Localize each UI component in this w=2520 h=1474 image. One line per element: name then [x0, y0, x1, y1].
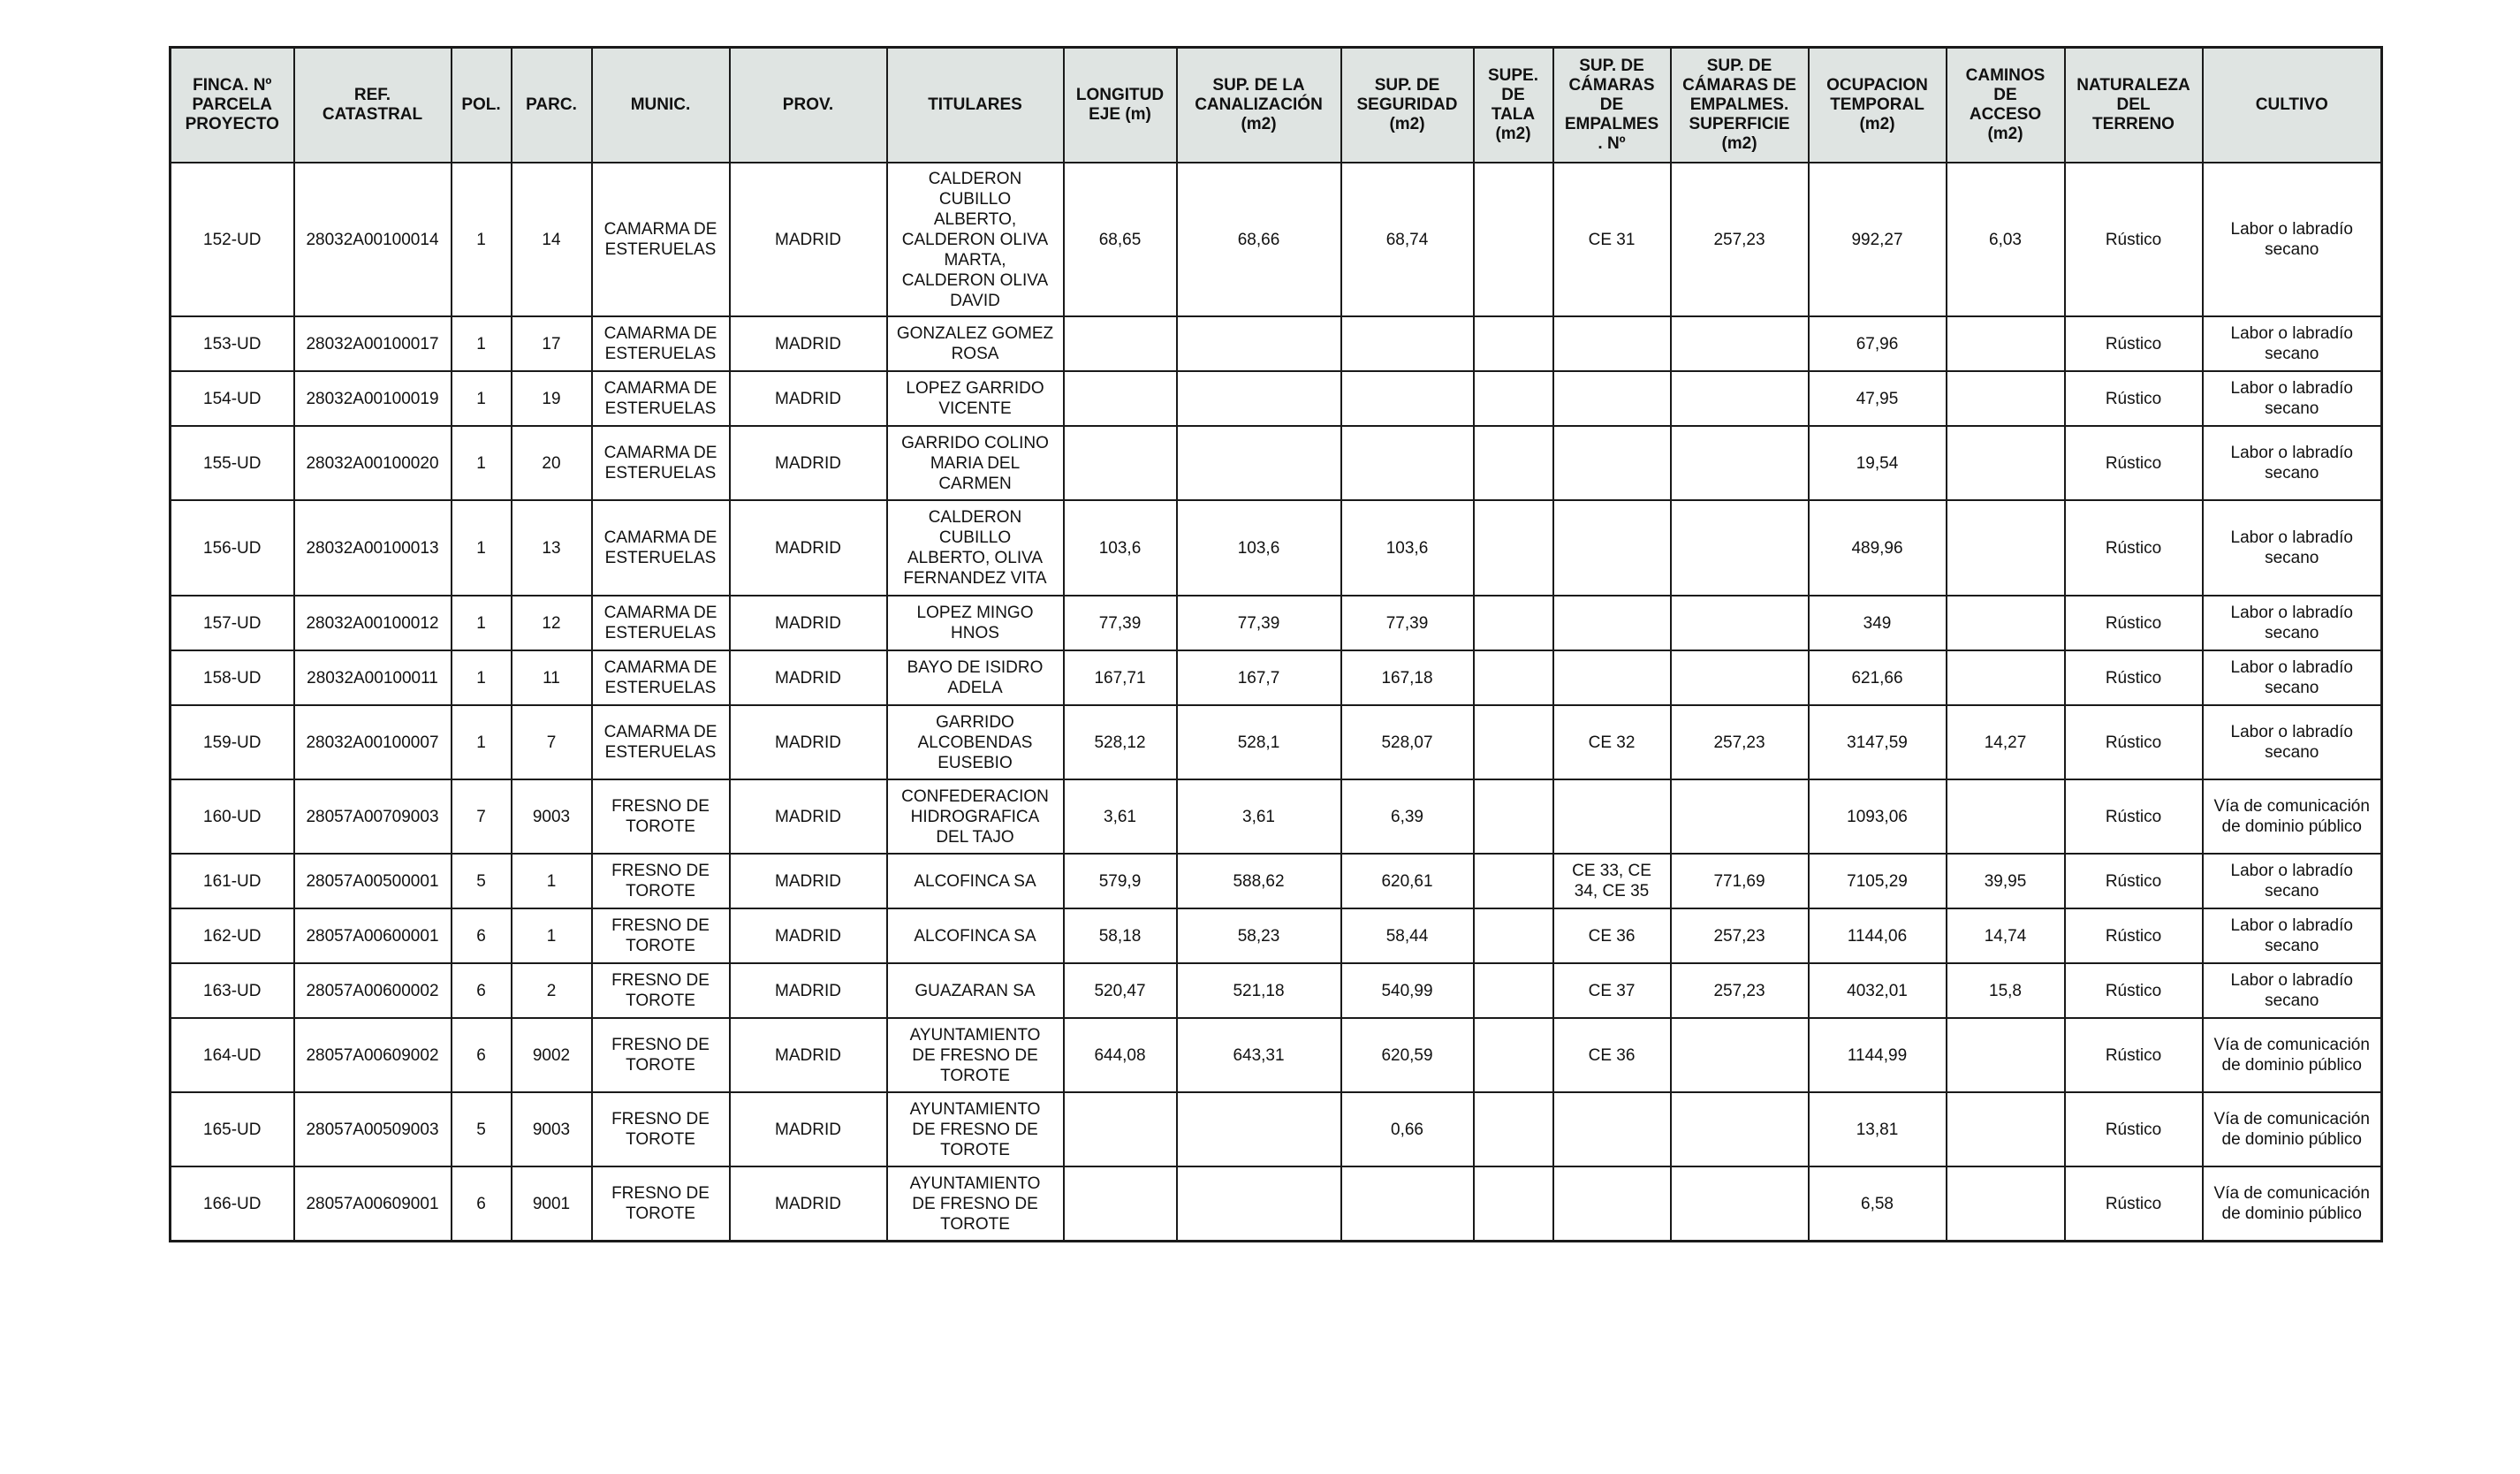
- cell-prov: MADRID: [730, 650, 887, 705]
- cell-camaras-superficie: 257,23: [1671, 705, 1809, 779]
- cell-camaras-numero: CE 36: [1553, 908, 1671, 963]
- cell-camaras-superficie: 257,23: [1671, 963, 1809, 1018]
- cell-parc: 9003: [512, 1092, 592, 1166]
- cell-pol: 1: [452, 316, 512, 371]
- cell-pol: 1: [452, 596, 512, 650]
- cell-camaras-superficie: [1671, 596, 1809, 650]
- cell-camaras-numero: [1553, 596, 1671, 650]
- cell-prov: MADRID: [730, 163, 887, 316]
- cell-ocupacion-temporal: 7105,29: [1809, 854, 1947, 908]
- cell-sup-seguridad: [1341, 426, 1474, 500]
- cell-pol: 5: [452, 1092, 512, 1166]
- cell-munic: CAMARMA DE ESTERUELAS: [592, 596, 730, 650]
- cell-sup-canalizacion: [1177, 371, 1341, 426]
- cell-ocupacion-temporal: 992,27: [1809, 163, 1947, 316]
- cell-sup-tala: [1474, 705, 1553, 779]
- cell-ref-catastral: 28057A00500001: [294, 854, 452, 908]
- table-row: [171, 500, 2382, 596]
- header-caminos-acceso: CAMINOS DE ACCESO (m2): [1947, 48, 2065, 163]
- cell-finca: 162-UD: [171, 908, 294, 963]
- cell-sup-seguridad: [1341, 1166, 1474, 1242]
- cell-cultivo: Labor o labradío secano: [2203, 371, 2382, 426]
- cell-cultivo: Labor o labradío secano: [2203, 854, 2382, 908]
- cell-titulares: LOPEZ MINGO HNOS: [887, 596, 1064, 650]
- cell-pol: 7: [452, 779, 512, 854]
- cell-pol: 1: [452, 371, 512, 426]
- cell-sup-canalizacion: 643,31: [1177, 1018, 1341, 1092]
- cell-prov: MADRID: [730, 854, 887, 908]
- cell-titulares: GUAZARAN SA: [887, 963, 1064, 1018]
- cell-cultivo: Vía de comunicación de dominio público: [2203, 779, 2382, 854]
- cell-ref-catastral: 28032A00100014: [294, 163, 452, 316]
- cell-naturaleza: Rústico: [2065, 163, 2203, 316]
- cell-ocupacion-temporal: 47,95: [1809, 371, 1947, 426]
- cell-ref-catastral: 28032A00100011: [294, 650, 452, 705]
- cell-sup-tala: [1474, 596, 1553, 650]
- cell-munic: FRESNO DE TOROTE: [592, 963, 730, 1018]
- header-sup-tala: SUPE. DE TALA (m2): [1474, 48, 1553, 163]
- cell-caminos-acceso: [1947, 596, 2065, 650]
- cell-sup-tala: [1474, 163, 1553, 316]
- cell-parc: 1: [512, 908, 592, 963]
- cell-naturaleza: Rústico: [2065, 426, 2203, 500]
- cell-sup-seguridad: [1341, 371, 1474, 426]
- cell-sup-tala: [1474, 316, 1553, 371]
- cell-sup-canalizacion: 521,18: [1177, 963, 1341, 1018]
- cell-cultivo: Vía de comunicación de dominio público: [2203, 1092, 2382, 1166]
- cell-sup-seguridad: 77,39: [1341, 596, 1474, 650]
- header-munic: MUNIC.: [592, 48, 730, 163]
- cell-longitud-eje: [1064, 1092, 1177, 1166]
- cell-parc: 2: [512, 963, 592, 1018]
- header-camaras-numero: SUP. DE CÁMARAS DE EMPALMES . Nº: [1553, 48, 1671, 163]
- cell-camaras-numero: [1553, 426, 1671, 500]
- cell-munic: CAMARMA DE ESTERUELAS: [592, 650, 730, 705]
- cell-sup-canalizacion: 77,39: [1177, 596, 1341, 650]
- cell-longitud-eje: [1064, 1166, 1177, 1242]
- cell-caminos-acceso: [1947, 779, 2065, 854]
- cell-camaras-superficie: [1671, 426, 1809, 500]
- cell-parc: 9001: [512, 1166, 592, 1242]
- cell-naturaleza: Rústico: [2065, 500, 2203, 596]
- cell-longitud-eje: 103,6: [1064, 500, 1177, 596]
- table-row: [171, 316, 2382, 371]
- cell-titulares: GARRIDO ALCOBENDAS EUSEBIO: [887, 705, 1064, 779]
- cell-ref-catastral: 28057A00600001: [294, 908, 452, 963]
- table-header: [171, 48, 2382, 163]
- cell-munic: FRESNO DE TOROTE: [592, 908, 730, 963]
- cell-pol: 6: [452, 963, 512, 1018]
- cell-caminos-acceso: 39,95: [1947, 854, 2065, 908]
- cell-sup-tala: [1474, 779, 1553, 854]
- cell-finca: 165-UD: [171, 1092, 294, 1166]
- cell-prov: MADRID: [730, 1092, 887, 1166]
- cell-longitud-eje: 3,61: [1064, 779, 1177, 854]
- cell-longitud-eje: 58,18: [1064, 908, 1177, 963]
- cell-camaras-superficie: [1671, 316, 1809, 371]
- cell-sup-canalizacion: [1177, 1092, 1341, 1166]
- cell-parc: 1: [512, 854, 592, 908]
- cell-sup-canalizacion: [1177, 316, 1341, 371]
- cell-finca: 161-UD: [171, 854, 294, 908]
- cell-pol: 5: [452, 854, 512, 908]
- cell-sup-seguridad: 167,18: [1341, 650, 1474, 705]
- cell-finca: 156-UD: [171, 500, 294, 596]
- cell-titulares: ALCOFINCA SA: [887, 854, 1064, 908]
- cell-camaras-superficie: 257,23: [1671, 908, 1809, 963]
- table-row: [171, 705, 2382, 779]
- cell-parc: 7: [512, 705, 592, 779]
- cell-ocupacion-temporal: 19,54: [1809, 426, 1947, 500]
- cell-pol: 1: [452, 705, 512, 779]
- cell-ref-catastral: 28057A00600002: [294, 963, 452, 1018]
- cell-sup-seguridad: 6,39: [1341, 779, 1474, 854]
- cell-camaras-numero: [1553, 371, 1671, 426]
- cell-titulares: ALCOFINCA SA: [887, 908, 1064, 963]
- header-finca: FINCA. Nº PARCELA PROYECTO: [171, 48, 294, 163]
- cell-longitud-eje: [1064, 316, 1177, 371]
- cell-sup-tala: [1474, 1092, 1553, 1166]
- cell-ref-catastral: 28032A00100017: [294, 316, 452, 371]
- cell-munic: FRESNO DE TOROTE: [592, 1166, 730, 1242]
- cell-cultivo: Labor o labradío secano: [2203, 908, 2382, 963]
- cell-sup-canalizacion: 528,1: [1177, 705, 1341, 779]
- header-row: [171, 48, 2382, 163]
- cell-titulares: GARRIDO COLINO MARIA DEL CARMEN: [887, 426, 1064, 500]
- cell-sup-canalizacion: 68,66: [1177, 163, 1341, 316]
- cell-caminos-acceso: [1947, 650, 2065, 705]
- cell-camaras-numero: [1553, 1092, 1671, 1166]
- cell-ref-catastral: 28032A00100012: [294, 596, 452, 650]
- cell-camaras-superficie: [1671, 1018, 1809, 1092]
- cell-longitud-eje: [1064, 426, 1177, 500]
- cell-caminos-acceso: 6,03: [1947, 163, 2065, 316]
- cell-finca: 159-UD: [171, 705, 294, 779]
- header-ocupacion-temporal: OCUPACION TEMPORAL (m2): [1809, 48, 1947, 163]
- cell-ocupacion-temporal: 489,96: [1809, 500, 1947, 596]
- header-sup-seguridad: SUP. DE SEGURIDAD (m2): [1341, 48, 1474, 163]
- cell-finca: 157-UD: [171, 596, 294, 650]
- cell-sup-seguridad: [1341, 316, 1474, 371]
- cell-titulares: GONZALEZ GOMEZ ROSA: [887, 316, 1064, 371]
- cell-camaras-numero: [1553, 1166, 1671, 1242]
- cell-munic: CAMARMA DE ESTERUELAS: [592, 426, 730, 500]
- cell-parc: 11: [512, 650, 592, 705]
- cell-camaras-superficie: [1671, 1092, 1809, 1166]
- cell-sup-seguridad: 103,6: [1341, 500, 1474, 596]
- cell-prov: MADRID: [730, 371, 887, 426]
- cell-finca: 160-UD: [171, 779, 294, 854]
- cell-sup-seguridad: 0,66: [1341, 1092, 1474, 1166]
- cell-prov: MADRID: [730, 705, 887, 779]
- cell-ocupacion-temporal: 349: [1809, 596, 1947, 650]
- table-row: [171, 963, 2382, 1018]
- cell-prov: MADRID: [730, 908, 887, 963]
- cell-longitud-eje: 520,47: [1064, 963, 1177, 1018]
- cell-camaras-numero: CE 37: [1553, 963, 1671, 1018]
- cell-pol: 1: [452, 163, 512, 316]
- cell-prov: MADRID: [730, 963, 887, 1018]
- cell-ocupacion-temporal: 1144,99: [1809, 1018, 1947, 1092]
- cell-ocupacion-temporal: 67,96: [1809, 316, 1947, 371]
- cell-finca: 153-UD: [171, 316, 294, 371]
- cell-camaras-superficie: 257,23: [1671, 163, 1809, 316]
- cell-pol: 6: [452, 1018, 512, 1092]
- cell-sup-tala: [1474, 1018, 1553, 1092]
- header-parc: PARC.: [512, 48, 592, 163]
- cell-prov: MADRID: [730, 1166, 887, 1242]
- cell-naturaleza: Rústico: [2065, 316, 2203, 371]
- cell-titulares: CALDERON CUBILLO ALBERTO, CALDERON OLIVA MARTA, CALDERON OLIVA DAVID: [887, 163, 1064, 316]
- cell-sup-canalizacion: 103,6: [1177, 500, 1341, 596]
- cell-sup-canalizacion: [1177, 426, 1341, 500]
- cell-sup-canalizacion: 588,62: [1177, 854, 1341, 908]
- cell-ref-catastral: 28032A00100013: [294, 500, 452, 596]
- cell-parc: 13: [512, 500, 592, 596]
- cell-camaras-numero: [1553, 316, 1671, 371]
- header-ref-catastral: REF. CATASTRAL: [294, 48, 452, 163]
- cell-naturaleza: Rústico: [2065, 596, 2203, 650]
- cell-ocupacion-temporal: 1093,06: [1809, 779, 1947, 854]
- cell-cultivo: Labor o labradío secano: [2203, 596, 2382, 650]
- header-titulares: TITULARES: [887, 48, 1064, 163]
- table-row: [171, 908, 2382, 963]
- cell-camaras-superficie: [1671, 650, 1809, 705]
- table-row: [171, 854, 2382, 908]
- cell-longitud-eje: 528,12: [1064, 705, 1177, 779]
- cell-sup-canalizacion: 167,7: [1177, 650, 1341, 705]
- cell-pol: 6: [452, 1166, 512, 1242]
- cell-caminos-acceso: [1947, 371, 2065, 426]
- cell-munic: CAMARMA DE ESTERUELAS: [592, 500, 730, 596]
- cell-longitud-eje: 68,65: [1064, 163, 1177, 316]
- cell-titulares: AYUNTAMIENTO DE FRESNO DE TOROTE: [887, 1166, 1064, 1242]
- table-row: [171, 371, 2382, 426]
- cell-munic: FRESNO DE TOROTE: [592, 854, 730, 908]
- cell-sup-tala: [1474, 1166, 1553, 1242]
- cell-cultivo: Labor o labradío secano: [2203, 163, 2382, 316]
- cell-naturaleza: Rústico: [2065, 1166, 2203, 1242]
- cell-cultivo: Vía de comunicación de dominio público: [2203, 1166, 2382, 1242]
- cell-finca: 163-UD: [171, 963, 294, 1018]
- cell-titulares: AYUNTAMIENTO DE FRESNO DE TOROTE: [887, 1018, 1064, 1092]
- table-row: [171, 650, 2382, 705]
- cell-ref-catastral: 28057A00609001: [294, 1166, 452, 1242]
- cell-naturaleza: Rústico: [2065, 1092, 2203, 1166]
- cell-longitud-eje: [1064, 371, 1177, 426]
- cell-parc: 9003: [512, 779, 592, 854]
- header-naturaleza: NATURALEZA DEL TERRENO: [2065, 48, 2203, 163]
- cell-sup-tala: [1474, 500, 1553, 596]
- cell-camaras-numero: [1553, 500, 1671, 596]
- cell-ocupacion-temporal: 13,81: [1809, 1092, 1947, 1166]
- cell-parc: 17: [512, 316, 592, 371]
- cell-caminos-acceso: 14,74: [1947, 908, 2065, 963]
- cell-titulares: CALDERON CUBILLO ALBERTO, OLIVA FERNANDEZ VITA: [887, 500, 1064, 596]
- cell-prov: MADRID: [730, 779, 887, 854]
- cell-cultivo: Labor o labradío secano: [2203, 500, 2382, 596]
- cell-parc: 14: [512, 163, 592, 316]
- cell-sup-seguridad: 528,07: [1341, 705, 1474, 779]
- cell-camaras-superficie: 771,69: [1671, 854, 1809, 908]
- cell-naturaleza: Rústico: [2065, 963, 2203, 1018]
- cell-ref-catastral: 28032A00100020: [294, 426, 452, 500]
- cell-camaras-superficie: [1671, 500, 1809, 596]
- cell-caminos-acceso: 14,27: [1947, 705, 2065, 779]
- cell-finca: 166-UD: [171, 1166, 294, 1242]
- cell-longitud-eje: 644,08: [1064, 1018, 1177, 1092]
- cell-naturaleza: Rústico: [2065, 371, 2203, 426]
- cell-naturaleza: Rústico: [2065, 705, 2203, 779]
- cell-pol: 1: [452, 500, 512, 596]
- cell-caminos-acceso: [1947, 1166, 2065, 1242]
- table-row: [171, 1018, 2382, 1092]
- cell-parc: 19: [512, 371, 592, 426]
- table-row: [171, 1092, 2382, 1166]
- cell-caminos-acceso: 15,8: [1947, 963, 2065, 1018]
- cell-ocupacion-temporal: 621,66: [1809, 650, 1947, 705]
- table-row: [171, 1166, 2382, 1242]
- cell-ocupacion-temporal: 4032,01: [1809, 963, 1947, 1018]
- cell-caminos-acceso: [1947, 1018, 2065, 1092]
- cell-caminos-acceso: [1947, 316, 2065, 371]
- cell-ref-catastral: 28032A00100019: [294, 371, 452, 426]
- cell-ref-catastral: 28032A00100007: [294, 705, 452, 779]
- cell-munic: FRESNO DE TOROTE: [592, 1092, 730, 1166]
- cell-sup-canalizacion: 3,61: [1177, 779, 1341, 854]
- cell-sup-seguridad: 58,44: [1341, 908, 1474, 963]
- cell-munic: CAMARMA DE ESTERUELAS: [592, 705, 730, 779]
- cell-munic: CAMARMA DE ESTERUELAS: [592, 316, 730, 371]
- cell-longitud-eje: 167,71: [1064, 650, 1177, 705]
- header-sup-canalizacion: SUP. DE LA CANALIZACIÓN (m2): [1177, 48, 1341, 163]
- cell-sup-tala: [1474, 371, 1553, 426]
- cell-cultivo: Labor o labradío secano: [2203, 650, 2382, 705]
- cell-finca: 155-UD: [171, 426, 294, 500]
- cell-pol: 1: [452, 650, 512, 705]
- cell-camaras-numero: [1553, 779, 1671, 854]
- header-longitud: LONGITUD EJE (m): [1064, 48, 1177, 163]
- cell-ocupacion-temporal: 6,58: [1809, 1166, 1947, 1242]
- cell-prov: MADRID: [730, 316, 887, 371]
- cell-ref-catastral: 28057A00509003: [294, 1092, 452, 1166]
- cell-munic: FRESNO DE TOROTE: [592, 779, 730, 854]
- cell-sup-tala: [1474, 854, 1553, 908]
- cell-cultivo: Labor o labradío secano: [2203, 963, 2382, 1018]
- cell-sup-tala: [1474, 908, 1553, 963]
- cell-finca: 152-UD: [171, 163, 294, 316]
- cell-prov: MADRID: [730, 1018, 887, 1092]
- cell-caminos-acceso: [1947, 426, 2065, 500]
- cell-naturaleza: Rústico: [2065, 908, 2203, 963]
- table-body: [171, 163, 2382, 1242]
- cell-caminos-acceso: [1947, 500, 2065, 596]
- cell-ocupacion-temporal: 1144,06: [1809, 908, 1947, 963]
- cell-cultivo: Labor o labradío secano: [2203, 316, 2382, 371]
- table-row: [171, 426, 2382, 500]
- cell-parc: 20: [512, 426, 592, 500]
- cell-ref-catastral: 28057A00709003: [294, 779, 452, 854]
- cell-munic: CAMARMA DE ESTERUELAS: [592, 163, 730, 316]
- cell-titulares: LOPEZ GARRIDO VICENTE: [887, 371, 1064, 426]
- cell-titulares: BAYO DE ISIDRO ADELA: [887, 650, 1064, 705]
- cell-cultivo: Labor o labradío secano: [2203, 426, 2382, 500]
- cell-prov: MADRID: [730, 500, 887, 596]
- cell-ref-catastral: 28057A00609002: [294, 1018, 452, 1092]
- cell-finca: 154-UD: [171, 371, 294, 426]
- cell-camaras-superficie: [1671, 371, 1809, 426]
- cell-finca: 164-UD: [171, 1018, 294, 1092]
- cell-sup-canalizacion: [1177, 1166, 1341, 1242]
- cell-naturaleza: Rústico: [2065, 779, 2203, 854]
- cell-prov: MADRID: [730, 596, 887, 650]
- cell-sup-seguridad: 68,74: [1341, 163, 1474, 316]
- cell-camaras-numero: CE 36: [1553, 1018, 1671, 1092]
- cell-sup-seguridad: 540,99: [1341, 963, 1474, 1018]
- cell-pol: 1: [452, 426, 512, 500]
- cell-parc: 9002: [512, 1018, 592, 1092]
- cell-finca: 158-UD: [171, 650, 294, 705]
- cell-camaras-numero: [1553, 650, 1671, 705]
- cell-caminos-acceso: [1947, 1092, 2065, 1166]
- cell-titulares: CONFEDERACION HIDROGRAFICA DEL TAJO: [887, 779, 1064, 854]
- cell-naturaleza: Rústico: [2065, 650, 2203, 705]
- cell-parc: 12: [512, 596, 592, 650]
- header-camaras-superficie: SUP. DE CÁMARAS DE EMPALMES. SUPERFICIE (m2): [1671, 48, 1809, 163]
- cell-prov: MADRID: [730, 426, 887, 500]
- cell-naturaleza: Rústico: [2065, 854, 2203, 908]
- cell-longitud-eje: 77,39: [1064, 596, 1177, 650]
- cell-ocupacion-temporal: 3147,59: [1809, 705, 1947, 779]
- cell-munic: CAMARMA DE ESTERUELAS: [592, 371, 730, 426]
- cell-sup-seguridad: 620,61: [1341, 854, 1474, 908]
- cell-cultivo: Vía de comunicación de dominio público: [2203, 1018, 2382, 1092]
- header-prov: PROV.: [730, 48, 887, 163]
- cell-longitud-eje: 579,9: [1064, 854, 1177, 908]
- cell-sup-seguridad: 620,59: [1341, 1018, 1474, 1092]
- cell-camaras-numero: CE 33, CE 34, CE 35: [1553, 854, 1671, 908]
- cell-camaras-superficie: [1671, 1166, 1809, 1242]
- header-cultivo: CULTIVO: [2203, 48, 2382, 163]
- cell-titulares: AYUNTAMIENTO DE FRESNO DE TOROTE: [887, 1092, 1064, 1166]
- cell-camaras-numero: CE 32: [1553, 705, 1671, 779]
- table-row: [171, 596, 2382, 650]
- cell-naturaleza: Rústico: [2065, 1018, 2203, 1092]
- cell-sup-tala: [1474, 650, 1553, 705]
- cell-sup-canalizacion: 58,23: [1177, 908, 1341, 963]
- cell-cultivo: Labor o labradío secano: [2203, 705, 2382, 779]
- table-row: [171, 163, 2382, 316]
- cell-sup-tala: [1474, 426, 1553, 500]
- table-row: [171, 779, 2382, 854]
- header-pol: POL.: [452, 48, 512, 163]
- parcels-table: [169, 46, 2383, 1242]
- cell-pol: 6: [452, 908, 512, 963]
- cell-camaras-numero: CE 31: [1553, 163, 1671, 316]
- cell-sup-tala: [1474, 963, 1553, 1018]
- cell-camaras-superficie: [1671, 779, 1809, 854]
- cell-munic: FRESNO DE TOROTE: [592, 1018, 730, 1092]
